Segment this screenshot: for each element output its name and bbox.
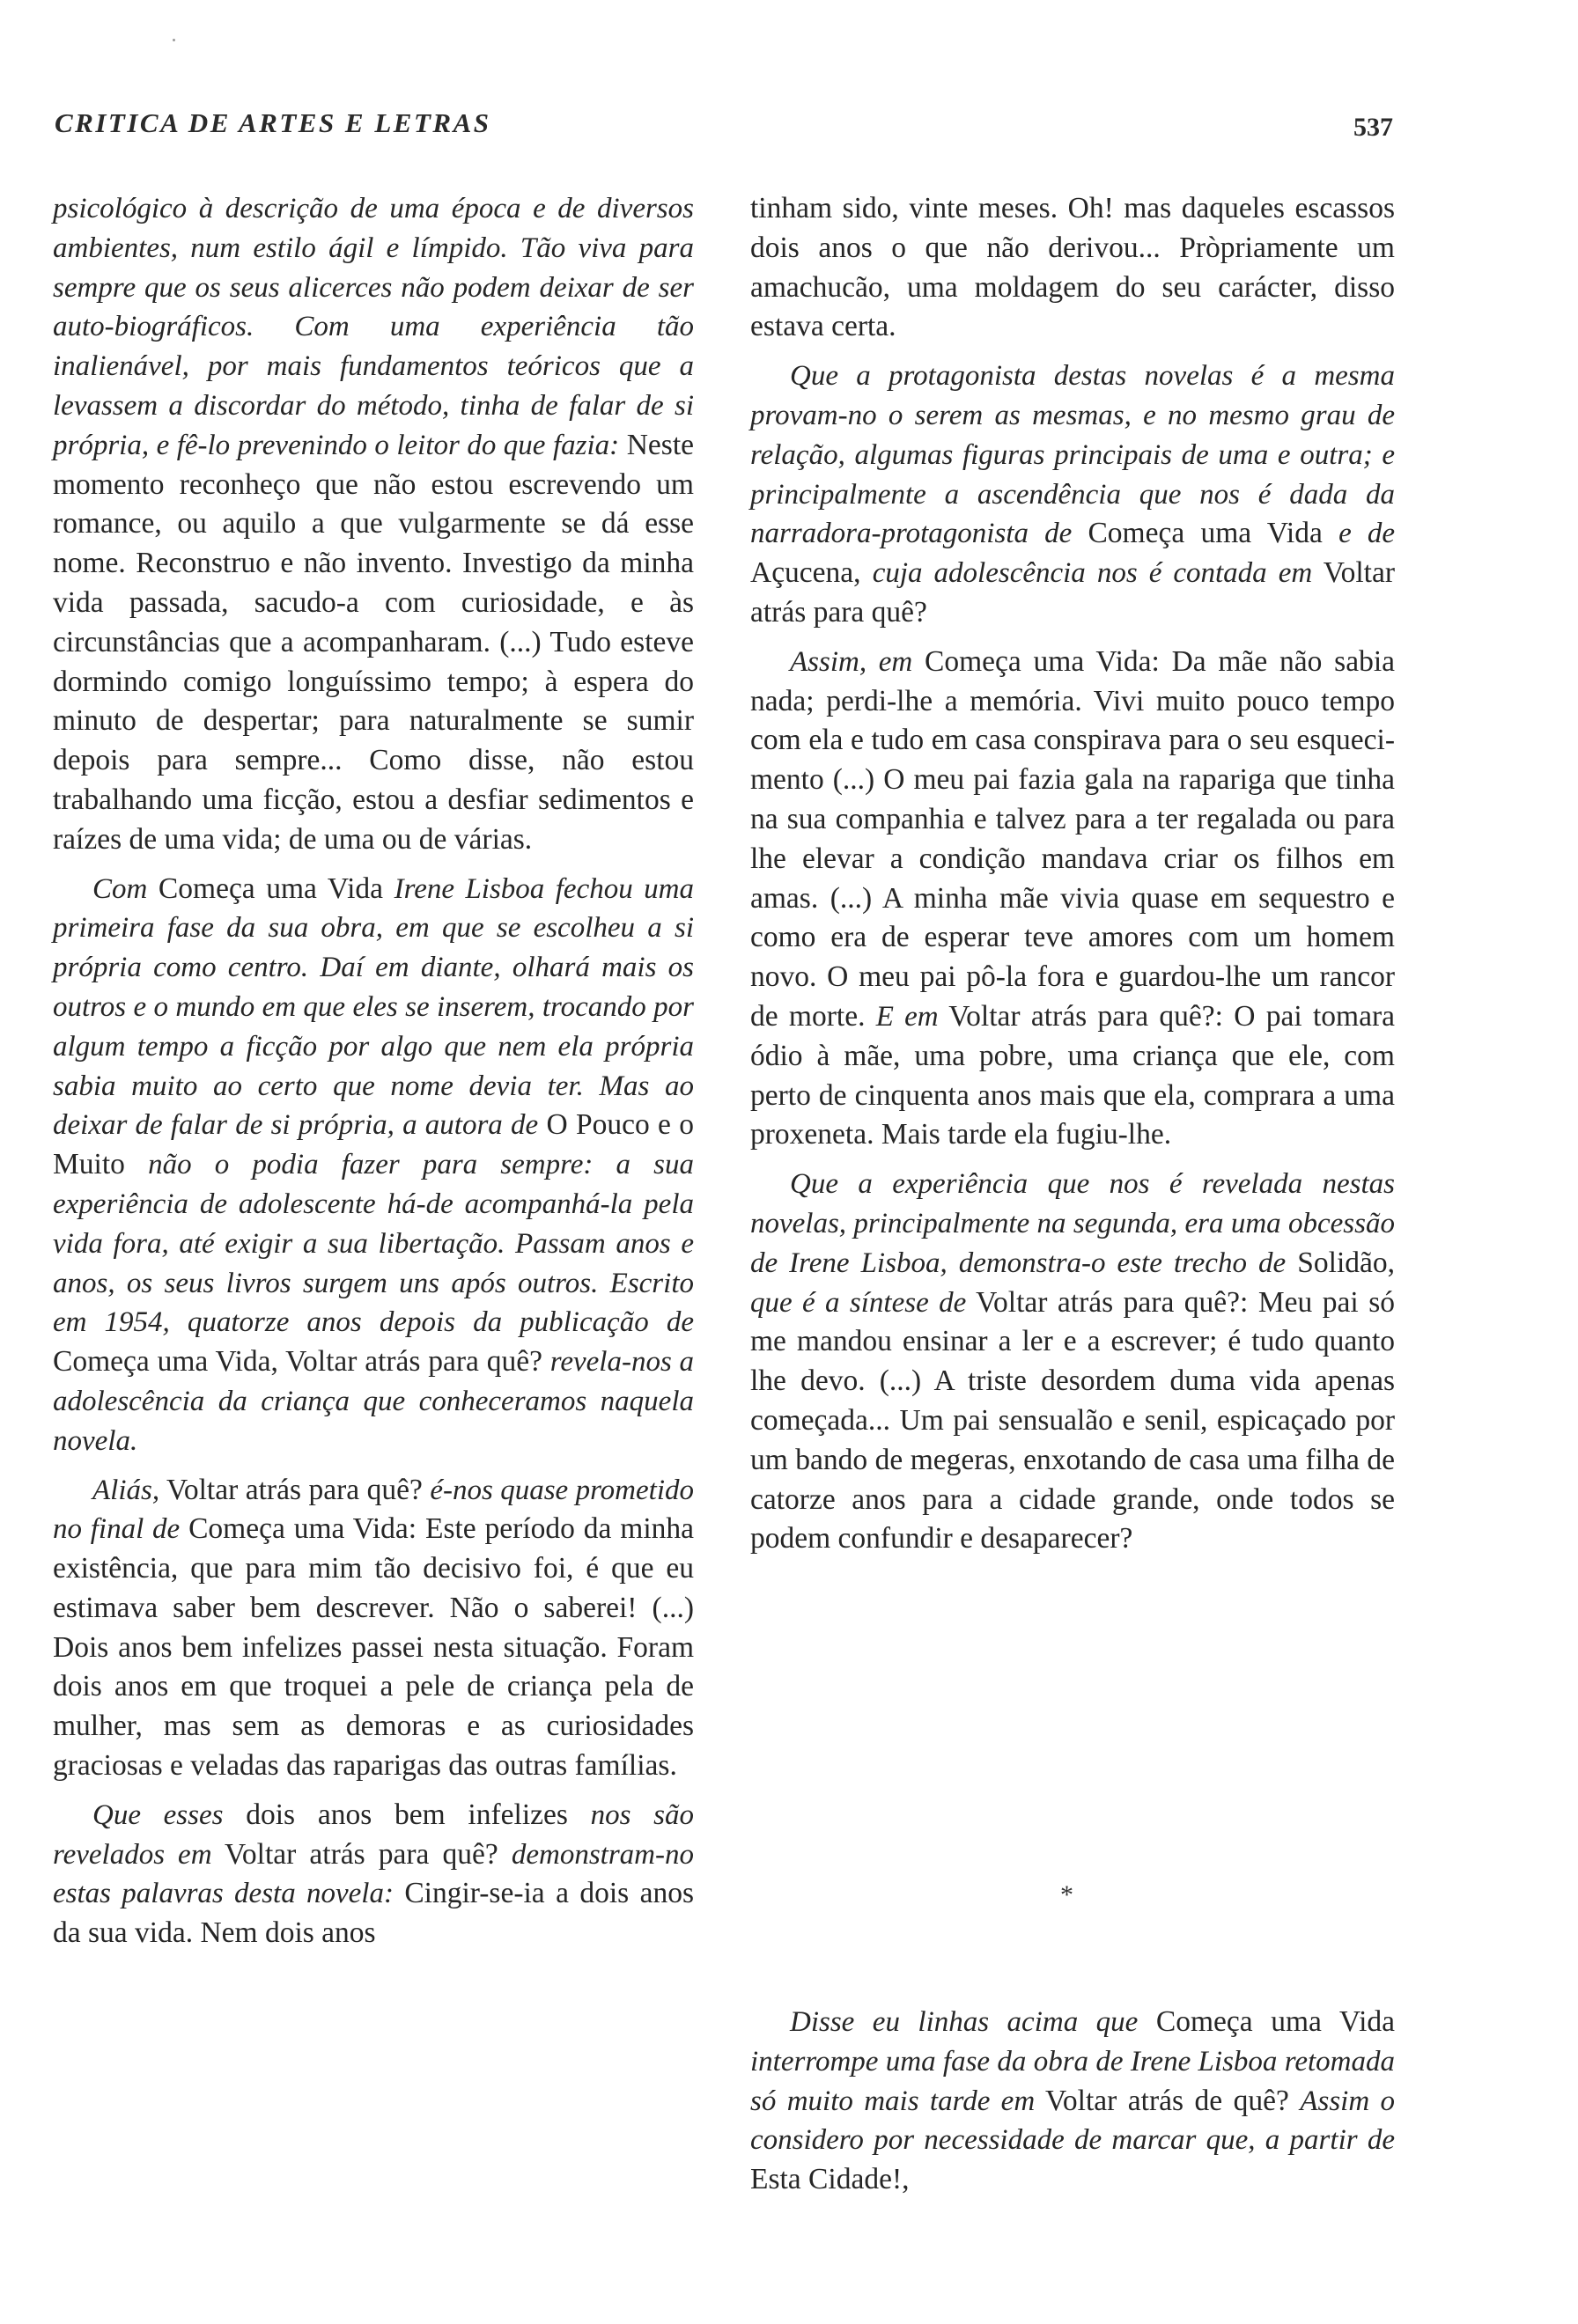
text-run: Começa uma Vida, Voltar atrás para quê? — [53, 1345, 550, 1379]
italic-text-run: Disse eu linhas acima que — [790, 2006, 1139, 2038]
page-speck — [173, 39, 175, 41]
text-run: Açucena, — [750, 556, 873, 590]
text-run: Voltar atrás para quê? — [211, 1837, 512, 1871]
italic-text-run: que é a síntese de — [750, 1286, 967, 1319]
italic-text-run: não o podia fazer para sempre: a sua experiência de adolescente há-de acompanhá-la pela vida fora, até exigir a sua libertação. Passam anos e anos, os seus livros surgem uns após outros. Escrito em 1954, quatorze anos depois da publicação de — [53, 1149, 694, 1339]
italic-text-run: demonstram-no estas palavras desta novela: — [53, 1838, 694, 1910]
paragraph — [750, 357, 1395, 633]
text-run: Neste momento reconheço que não estou escrevendo um romance, ou aquilo a que vulgarmente se dá esse nome. Reconstruo e não invento. Investigo da minha vida passada, sacudo-a com curiosidade, e às circunstâncias que a acompanharam. (...) Tudo esteve dormindo comigo longuíssimo tempo; à espera do minuto de despertar; para naturalmente se sumir depois para sempre... Como disse, não estou trabalhando uma ficção, estou a desfiar sedimentos e raízes de uma vida; de uma ou de várias. — [53, 428, 694, 856]
paragraph — [53, 1796, 694, 1953]
italic-text-run: revela-nos a adolescência da criança que conheceramos naquela novela. — [53, 1346, 694, 1457]
text-run: Voltar atrás para quê?: Meu pai só me mandou ensinar a ler e a escrever; é tudo quanto lhe devo. (...) A triste desordem duma vida apenas começada... Um pai sensualão e senil, espicaçado por um bando de megeras, enxotando de casa uma filha de catorze anos para a cidade grande, onde todos se podem confundir e desaparecer? — [750, 1285, 1395, 1555]
paragraph — [53, 870, 694, 1461]
italic-text-run: psicológico à descrição de uma época e de diversos ambientes, num estilo ágil e límpido. Tão viva para sempre que os seus alicerces não podem deixar de ser auto-biográficos. Com uma experiência tão inalienável, por mais fundamentos teóricos que a levassem a discordar do método, tinha de falar de si própria, e fê-lo prevenindo o leitor do que fazia: — [53, 193, 694, 461]
italic-text-run: interrompe uma fase da obra de Irene Lisboa retomada só muito mais tarde em — [750, 2045, 1395, 2117]
right-column-continued — [750, 2003, 1395, 2210]
text-run: Começa uma Vida: Da mãe não sabia nada; perdi-lhe a memória. Vivi muito pouco tempo com ela e tudo em casa conspirava para o seu esquecimento (...) O meu pai fazia gala na rapariga que tinha na sua companhia e talvez para a ter regalada ou para lhe elevar a condição mandava criar os filhos em amas. (...) A minha mãe vivia quase em sequestro e como era de esperar teve amores com um homem novo. O meu pai pô-la fora e guardou-lhe um rancor de morte. — [750, 644, 1395, 1033]
italic-text-run: Que esses — [92, 1798, 224, 1831]
text-run: dois anos bem infelizes — [223, 1798, 591, 1831]
left-column — [53, 189, 694, 1963]
text-run: Esta Cidade!, — [750, 2163, 910, 2196]
italic-text-run: Que a experiência que nos é revelada nestas novelas, principalmente na segunda, era uma obcessão de Irene Lisboa, demonstra-o este trecho de — [750, 1168, 1395, 1279]
paragraph — [53, 1471, 694, 1786]
italic-text-run: Aliás, — [92, 1474, 160, 1506]
text-run: Voltar atrás para quê? — [750, 556, 1395, 629]
italic-text-run: Que a protagonista destas novelas é a mesma provam-no o serem as mesmas, e no mesmo grau de relação, algumas figuras principais de uma e outra; e principalmente a ascendência que nos é dada da narradora-protagonista de — [750, 360, 1395, 550]
text-run: Começa uma Vida: Este período da minha existência, que para mim tão decisivo foi, é que eu estimava saber bem descrever. Não o saberei! (...) Dois anos bem infelizes passei nesta situação. Foram dois anos em que troquei a pele de criança pela de mulher, mas sem as demoras e as curiosidades graciosas e veladas das raparigas das outras famílias. — [53, 1512, 695, 1783]
italic-text-run: é-nos quase prometido no final de — [53, 1474, 695, 1546]
italic-text-run: Assim, em — [790, 645, 913, 678]
text-run: Começa uma Vida — [1138, 2005, 1396, 2038]
page-number: 537 — [1353, 113, 1393, 142]
paragraph — [750, 1165, 1395, 1559]
text-run: O Pouco e o Muito — [53, 1108, 694, 1181]
text-run: Começa uma Vida — [1072, 517, 1339, 550]
paragraph — [750, 643, 1395, 1155]
text-run: Cingir-se-ia a dois anos da sua vida. Nem dois anos — [53, 1877, 694, 1950]
italic-text-run: Irene Lisboa fechou uma primeira fase da sua obra, em que se escolheu a si própria como centro. Daí em diante, olhará mais os outros e o mundo em que eles se inserem, trocando por algum tempo a ficção por algo que nem ela própria sabia muito ao certo que nome devia ter. Mas ao deixar de falar de si própria, a autora de — [53, 872, 695, 1142]
text-run: Solidão, — [1286, 1246, 1395, 1279]
italic-text-run: e de — [1338, 518, 1395, 550]
text-run: tinham sido, vinte meses. Oh! mas daqueles escassos dois anos o que não derivou... Pròpriamente um amachucão, uma moldagem do seu carácter, disso estava certa. — [750, 192, 1395, 343]
paragraph — [750, 189, 1395, 347]
text-run: Voltar atrás de quê? — [1035, 2084, 1301, 2117]
running-head: CRITICA DE ARTES E LETRAS — [55, 107, 491, 138]
text-run: Voltar atrás para quê?: O pai tomara ódio à mãe, uma pobre, uma criança que ele, com perto de cinquenta anos mais que ela, comprara a uma proxeneta. Mais tarde ela fugiu-lhe. — [750, 999, 1395, 1151]
right-column — [750, 189, 1395, 1569]
paragraph — [750, 2003, 1395, 2200]
italic-text-run: cuja adolescência nos é contada em — [872, 557, 1313, 590]
text-run: Voltar atrás para quê? — [159, 1473, 431, 1506]
text-run: Começa uma Vida — [147, 872, 394, 905]
paragraph — [53, 189, 694, 860]
italic-text-run: nos são revelados em — [53, 1798, 694, 1871]
italic-text-run: Assim o considero por necessidade de marcar que, a partir de — [750, 2085, 1396, 2157]
section-separator: * — [1060, 1880, 1073, 1909]
italic-text-run: E em — [875, 1000, 939, 1033]
italic-text-run: Com — [92, 872, 148, 905]
